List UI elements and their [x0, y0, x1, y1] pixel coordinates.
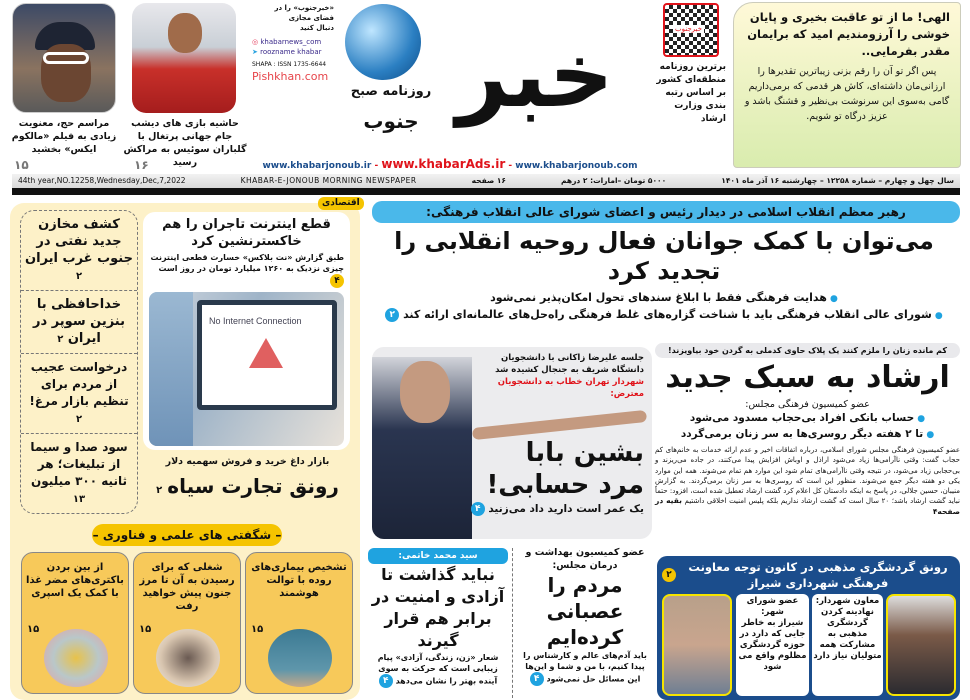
side-story[interactable]: سود صدا و سیما از تبلیغات؛ هر ثانیه ۳۰۰ میلیون ۱۳ [30, 440, 128, 505]
economy-side-list [20, 210, 138, 514]
ershad-kicker: کم مانده زنان را ملزم کنند یک پلاک حاوی کدملی به گردن خود بیاویزند! [655, 343, 960, 358]
photo-spike-lee [12, 3, 116, 113]
divider [12, 188, 960, 195]
page-badge[interactable]: ۲ [385, 308, 399, 322]
lead-bullet: ● شورای عالی انقلاب فرهنگی باید با شناخت گزاره‌های غلط فرهنگی راه‌حل‌های عالمانه‌ای ارائه کند [403, 308, 943, 321]
science-story[interactable]: از بین بردن باکتری‌های مضر غذا با کمک یک اسپری ۱۵ [21, 552, 129, 694]
zakani-story[interactable]: جلسه علیرضا زاکانی با دانشجویان دانشگاه شریف به جنجال کشیده شد شهردار تهران خطاب به دانشجویان معترض: بشین بابا مرد حسابی! یک عمر است دارید داد می‌زنید ۴ [372, 347, 652, 539]
side-story[interactable]: کشف مخازن جدید نفتی در جنوب غرب ایران ۲ [21, 211, 137, 291]
lead-kicker: رهبر معظم انقلاب اسلامی در دیدار رئیس و اعضای شورای عالی انقلاب فرهنگی: [372, 201, 960, 223]
column-divider [512, 548, 513, 698]
story-caption[interactable]: حاشیه بازی های دیشب جام جهانی پرتغال با گلباران سوئیس به مراکش رسید [123, 118, 247, 168]
ershad-story: کم مانده زنان را ملزم کنند یک پلاک حاوی کدملی به گردن خود بیاویزند! ارشاد به سبک جدید عضو کمیسیون فرهنگی مجلس: ● حساب بانکی افراد بی‌حجاب مسدود می‌شود ● تا ۲ هفته دیگر روسری‌ها به سر زنان برمی‌گردد عضو کمیسیون فرهنگی مجلس شورای اسلامی، درباره اتفاقات اخیر و عدم ارائه خدمات به خانم‌های کم حجاب گفت: وقتی ناآرامی‌ها زیاد می‌شود اراذل و اوباش افزایش پیدا می‌کنند، در جاده می‌ریزند و بی‌حجابی زیاد می‌شود، در نتیجه وقتی ناآرامی‌های تمام شود این موارد هم تمام می‌شوند. همه این موارد یکی دو هفته دیگر جمع می‌شوند. منظور این است که روسری‌ها به سر زنان برمی‌گردند. به گزارش منیبان، حسین جلالی، در پاسخ به اینکه دادستان کل اعلام کرد گشت ارشاد تعطیل شده است، افزود: حتماً نباید گشت ارشاد باشد؛ ۲۰ سال است که گشت ارشاد نداریم بلکه پلیس امنیت اخلاقی داشتیم بقیه در صفحه۴ [655, 343, 960, 553]
logo-tagline: روزنامه صبح [350, 84, 432, 99]
qr-code[interactable]: خبرجنوب [663, 3, 719, 57]
logo-sub: جنوب [363, 109, 419, 133]
logo-main: خبر [456, 23, 614, 128]
instagram-icon: ◎ [252, 38, 259, 46]
photo-official [662, 594, 732, 696]
science-banner: – شگفتی های علمی و فناوری – [92, 524, 282, 546]
science-story[interactable]: تشخیص بیماری‌های روده با توالت هوشمند ۱۵ [245, 552, 353, 694]
side-story[interactable]: درخواست عجیب از مردم برای تنظیم بازار مرغ! ۲ [21, 354, 137, 434]
economy-card: قطع اینترنت تاجران را هم خاکسترنشین کرد طبق گزارش «نت بلاکس» خسارت قطعی اینترنت چیزی نزدیک به ۱۲۶۰ میلیارد تومان در روز است ۴ No Internet Connection [143, 212, 350, 450]
side-story[interactable]: خداحافظی با بنزین سوپر در ایران ۲ [21, 291, 137, 354]
black-market-headline[interactable]: رونق تجارت سیاه [167, 474, 339, 498]
science-story[interactable]: شغلی که برای رسیدن به آن تا مرز جنون پیش خواهید رفت ۱۵ [133, 552, 241, 694]
telegram-icon: ➤ [252, 48, 258, 56]
ershad-headline[interactable]: ارشاد به سبک جدید [665, 360, 950, 395]
globe-icon [345, 4, 421, 80]
instagram-link[interactable]: ◎ khabarnews_com [252, 38, 322, 46]
lead-block [368, 226, 960, 344]
shiraz-box[interactable]: رونق گردشگری مذهبی در کانون توجه معاونت فرهنگی شهرداری شیراز ۲ عضو شورای شهر: شیراز به خاطر جایی که دارد در حوزه گردشگری مظلوم واقع می شود معاون شهردار: نهادینه کردن گردشگری مذهبی به مشارکت همه متولیان نیاز دارد [657, 556, 960, 700]
url-line: www.khabarjonoub.ir - www.khabarAds.ir - www.khabarjonoub.com [262, 157, 638, 171]
info-bar: 44th year,NO.12258,Wednesday,Dec,7,2022 KHABAR-E-JONOUB MORNING NEWSPAPER ۱۶ صفحه ۵۰۰۰ تومان –امارات: ۲ درهم سال چهل و چهارم – شماره ۱۲۲۵۸ – چهارشنبه ۱۶ آذر ماه ۱۴۰۱ [12, 174, 960, 188]
quote-body: پس اگر تو آن را رقم بزنی زیباترین تقدیرها را ارزانی‌مان داشته‌ای، کاش هر قدمی که برمی‌داریم گامی به‌سوی این سرنوشت بی‌نظیر و قشنگ باشد و عزیز درگاه تو شویم. [744, 66, 950, 122]
parliament-story: عضو کمیسیون بهداشت و درمان مجلس: مردم را عصبانی کرده‌ایم باید آدم‌های عالم و کارشناس را پیدا کنیم، با من و شما و این‌ها این مسائل حل نمی‌شود ۴ [518, 546, 652, 686]
page-number: ۱۶ [134, 158, 149, 172]
continued-link[interactable]: بقیه در صفحه۴ [655, 496, 960, 516]
website-link[interactable]: www.khabarjonoub.ir [262, 161, 372, 171]
issn: SHAPA : ISSN 1735-6644 [252, 61, 327, 68]
no-internet-image: No Internet Connection [149, 292, 344, 446]
website-link[interactable]: www.khabarjonoub.com [515, 161, 638, 171]
photo-footballer [132, 3, 236, 113]
lead-bullet-row [368, 307, 960, 324]
lead-bullet: ● هدایت فرهنگی فقط با ابلاغ سندهای تحول امکان‌پذیر نمی‌شود [368, 290, 960, 307]
telegram-link[interactable]: ➤ roozname khabar [252, 48, 322, 56]
qr-caption: برترین روزنامه منطقه‌ای کشور بر اساس رتبه بندی وزارت ارشاد [656, 62, 726, 124]
social-box [252, 3, 334, 103]
ads-link[interactable]: www.khabarAds.ir [381, 157, 506, 171]
khatami-story: سید محمد خاتمی: نباید گذاشت تا آزادی و امنیت در برابر هم قرار گیرند شعار «زن، زندگی، آزادی» پیام زیبایی است که حرکت به سوی آینده بهتر را نشان می‌دهد ۴ [368, 548, 508, 688]
khatami-headline[interactable]: نباید گذاشت تا آزادی و امنیت در برابر هم قرار گیرند [371, 565, 505, 650]
parliament-headline[interactable]: مردم را عصبانی کرده‌ایم [546, 573, 624, 649]
section-tag: اقتصادی [318, 197, 364, 210]
story-caption[interactable]: مراسم حج، معنویت زیادی به فیلم «مالکوم ایکس» بخشید [11, 118, 117, 155]
quote-box [733, 2, 961, 168]
quote-title: الهی! ما از تو عاقبت بخیری و پایان خوشی را آرزومندیم امید که برایمان مقدر بفرمایی.. [747, 10, 950, 58]
warning-icon [249, 338, 283, 368]
watermark: Pishkhan.com [252, 70, 329, 83]
lead-headline[interactable]: می‌توان با کمک جوانان فعال روحیه انقلابی را تجدید کرد [394, 227, 934, 285]
ershad-body: عضو کمیسیون فرهنگی مجلس شورای اسلامی، درباره اتفاقات اخیر و عدم ارائه خدمات به خانم‌های کم حجاب گفت: وقتی ناآرامی‌ها زیاد می‌شود اراذل و اوباش افزایش پیدا می‌کنند، در جاده می‌ریزند و بی‌حجابی زیاد می‌شود، در نتیجه وقتی ناآرامی‌های تمام شود این موارد هم تمام می‌شوند. همه این موارد یکی دو هفته دیگر جمع می‌شوند. منظور این است که روسری‌ها به سر زنان برمی‌گردند. به گزارش منیبان، حسین جلالی، در پاسخ به اینکه دادستان کل اعلام کرد گشت ارشاد تعطیل شده است، افزود: حتماً نباید گشت ارشاد باشد؛ ۲۰ سال است که گشت ارشاد نداریم بلکه پلیس امنیت اخلاقی داشتیم بقیه در صفحه۴ [655, 446, 960, 516]
page-number: ۱۵ [14, 158, 29, 172]
economy-headline[interactable]: قطع اینترنت تاجران را هم خاکسترنشین کرد [162, 217, 331, 249]
social-intro: «خبرجنوب» را در فضای مجازی دنبال کنید [274, 4, 334, 32]
logo [340, 0, 630, 150]
photo-official [886, 594, 956, 696]
